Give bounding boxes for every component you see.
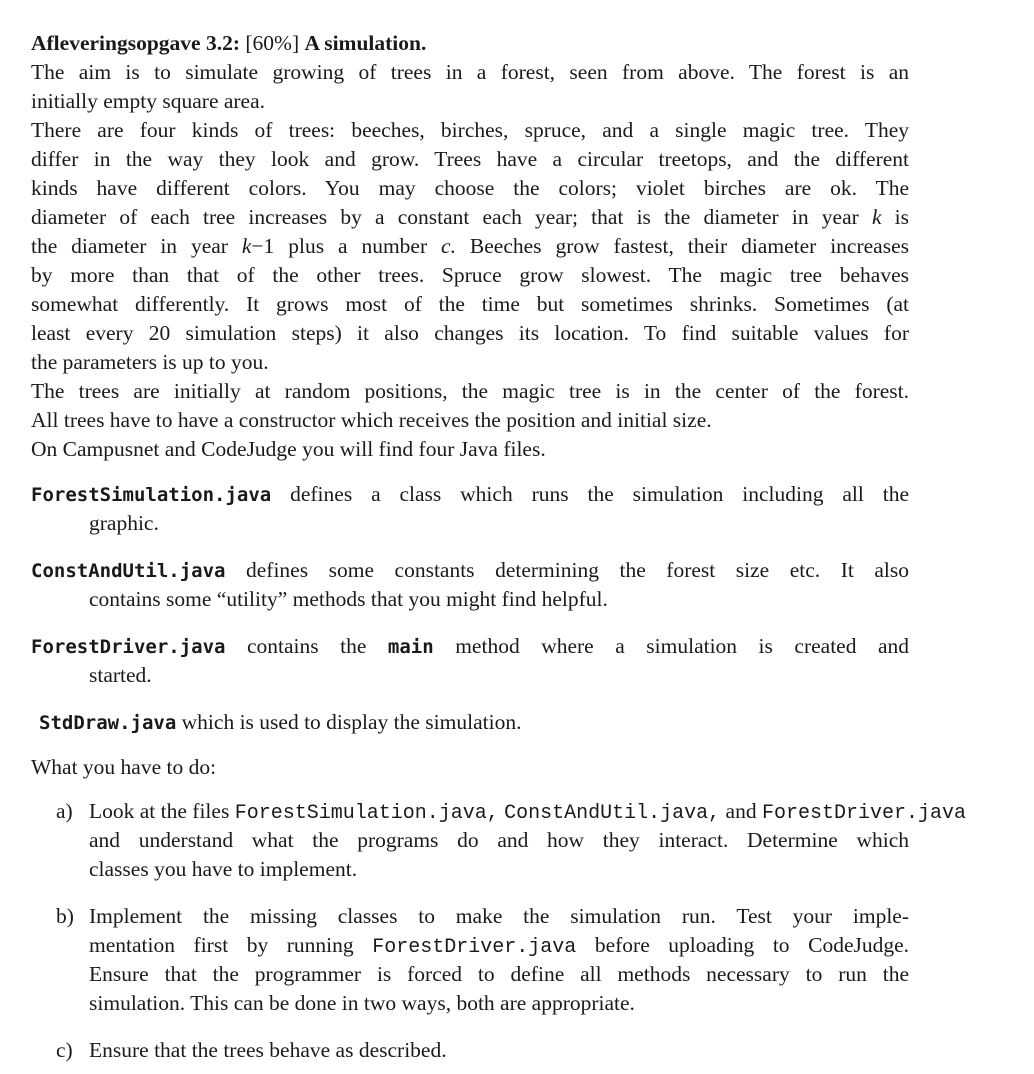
task-a-line bbox=[89, 797, 966, 828]
heading-number: Afleveringsopgave 3.2: bbox=[31, 31, 240, 55]
task-b-line: simulation. This can be done in two ways, both are appropriate. bbox=[89, 991, 635, 1015]
file-item-forest-simulation bbox=[31, 480, 909, 510]
heading-title: A simulation. bbox=[304, 31, 427, 55]
file-desc-cont: graphic. bbox=[89, 511, 159, 535]
intro-line: There are four kinds of trees: beeches, birches, spruce, and a single magic tree. They bbox=[31, 118, 909, 142]
task-a-line: classes you have to implement. bbox=[89, 857, 358, 881]
file-item-stddraw bbox=[39, 708, 521, 738]
intro-line: the parameters is up to you. bbox=[31, 350, 269, 374]
file-name: ForestSimulation.java bbox=[31, 484, 272, 506]
math-var-k: k bbox=[241, 234, 252, 258]
intro-line: initially empty square area. bbox=[31, 89, 266, 113]
task-b-line: Ensure that the programmer is forced to define all methods necessary to run the bbox=[89, 962, 909, 986]
task-a-line: and understand what the programs do and how they interact. Determine which bbox=[89, 828, 909, 852]
file-desc: which is used to display the simulation. bbox=[181, 710, 522, 734]
task-c-line: Ensure that the trees behave as described. bbox=[89, 1038, 447, 1062]
intro-text: the diameter in year bbox=[31, 234, 228, 258]
file-desc: defines some constants determining the forest size etc. It also bbox=[246, 558, 909, 582]
file-desc: defines a class which runs the simulation including all the bbox=[290, 482, 909, 506]
intro-line bbox=[31, 203, 909, 232]
task-b-line: Implement the missing classes to make the simulation run. Test your imple- bbox=[89, 904, 909, 928]
file-desc: contains the bbox=[246, 634, 367, 658]
math-var-k: k bbox=[871, 205, 882, 229]
file-desc-cont: started. bbox=[89, 663, 152, 687]
intro-text: is bbox=[894, 205, 910, 229]
task-text: before uploading to CodeJudge. bbox=[594, 933, 910, 957]
intro-line: somewhat differently. It grows most of the time but sometimes shrinks. Sometimes (at bbox=[31, 292, 909, 316]
intro-line: The trees are initially at random positions, the magic tree is in the center of the forest. bbox=[31, 379, 909, 403]
intro-text: diameter of each tree increases by a constant each year; that is the diameter in year bbox=[31, 205, 859, 229]
math-var-c: c. bbox=[441, 234, 456, 258]
file-name: ForestDriver.java bbox=[31, 636, 226, 658]
intro-text: −1 plus a number bbox=[251, 234, 428, 258]
intro-line: kinds have different colors. You may choose the colors; violet birches are ok. The bbox=[31, 176, 909, 200]
code-filename: ForestSimulation.java, bbox=[234, 802, 499, 825]
code-filename: ForestDriver.java bbox=[372, 936, 577, 959]
file-desc-cont: contains some “utility” methods that you might find helpful. bbox=[89, 587, 608, 611]
file-name: StdDraw.java bbox=[39, 712, 177, 734]
file-name: ConstAndUtil.java bbox=[31, 560, 226, 582]
intro-text: Beeches grow fastest, their diameter increases bbox=[469, 234, 909, 258]
task-b-line bbox=[89, 931, 909, 962]
task-c-label: c) bbox=[56, 1038, 73, 1062]
intro-line: differ in the way they look and grow. Trees have a circular treetops, and the different bbox=[31, 147, 909, 171]
intro-line: by more than that of the other trees. Spruce grow slowest. The magic tree behaves bbox=[31, 263, 909, 287]
file-item-const-and-util bbox=[31, 556, 909, 586]
file-item-forest-driver bbox=[31, 632, 909, 662]
code-filename: ForestDriver.java bbox=[761, 802, 966, 825]
file-desc: method where a simulation is created and bbox=[455, 634, 910, 658]
code-filename: ConstAndUtil.java, bbox=[504, 802, 721, 825]
intro-line: All trees have to have a constructor which receives the position and initial size. bbox=[31, 408, 712, 432]
todo-heading: What you have to do: bbox=[31, 755, 217, 779]
task-b-label: b) bbox=[56, 904, 74, 928]
code-main: main bbox=[387, 636, 434, 658]
task-text: mentation first by running bbox=[89, 933, 354, 957]
task-text: Look at the files bbox=[89, 799, 230, 823]
intro-line: The aim is to simulate growing of trees in a forest, seen from above. The forest is an bbox=[31, 60, 909, 84]
intro-line: least every 20 simulation steps) it also changes its location. To find suitable values for bbox=[31, 321, 909, 345]
intro-line bbox=[31, 232, 909, 261]
task-text: and bbox=[725, 799, 757, 823]
assignment-heading bbox=[31, 29, 426, 58]
intro-line: On Campusnet and CodeJudge you will find four Java files. bbox=[31, 437, 546, 461]
task-a-label: a) bbox=[56, 799, 73, 823]
heading-weight: [60%] bbox=[245, 31, 300, 55]
